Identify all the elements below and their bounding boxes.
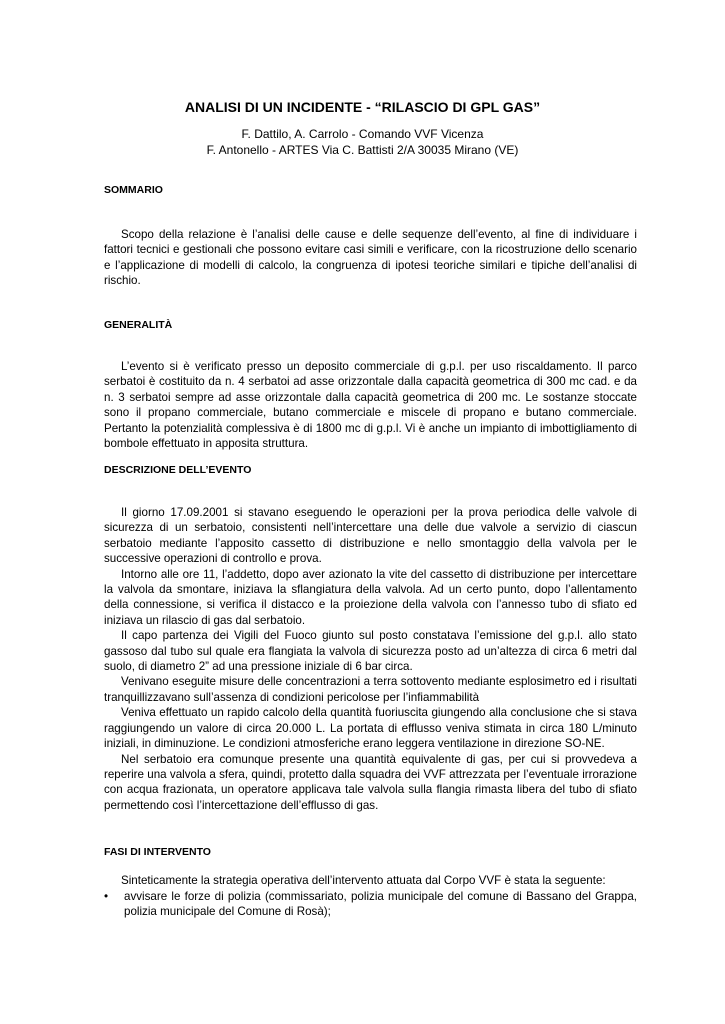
paragraph: Il capo partenza dei Vigili del Fuoco giunto sul posto constatava l’emissione del g.p.l. allo stato gassoso dal tubo sul quale era flangiata la valvola di sicurezza posto ad un’altezza di circa 6 metri dal suolo, di diametro 2” ad una pressione iniziale di 6 bar circa.: [104, 629, 637, 674]
bullet-list-item: [104, 889, 637, 920]
section-body-descrizione: [104, 505, 637, 813]
paragraph: Veniva effettuato un rapido calcolo della quantità fuoriuscita giungendo alla conclusione che si stava raggiungendo un valore di circa 20.000 L. La portata di efflusso veniva stimata in circa 180 L/minuto iniziali, in diminuzione. Le condizioni atmosferiche erano leggera ventilazione in direzione SO-NE.: [104, 706, 637, 751]
paragraph: Nel serbatoio era comunque presente una quantità equivalente di gas, per cui si provvedeva a reperire una valvola a sfera, quindi, protetto dalla squadra dei VVF attrezzata per l’eventuale irrorazione con acqua frazionata, un operatore applicava tale valvola sulla flangia rimasta libera del tubo di sfiato permettendo così l’intercettazione dell’efflusso di gas.: [104, 752, 637, 812]
paragraph: Venivano eseguite misure delle concentrazioni a terra sottovento mediante esplosimetro ed i risultati tranquillizzavano sull’assenza di condizioni pericolose per l’infiammabilità: [104, 675, 637, 704]
paragraph: L’evento si è verificato presso un deposito commerciale di g.p.l. per uso riscaldamento. Il parco serbatoi è costituito da n. 4 serbatoi ad asse orizzontale dalla capacità geometrica di 300 mc cad. e da n. 3 serbatoi sempre ad asse orizzontale dalla capacità geometrica di 200 mc. Le sostanze stoccate sono il propano commerciale, butano commerciale e miscele di propano e butano commerciale. Pertanto la potenzialità complessiva è di 1800 mc di g.p.l. Vi è anche un impianto di imbottigliamento di bombole effettuato in apposita struttura.: [104, 360, 637, 451]
section-heading-generalita: GENERALITÀ: [104, 319, 173, 331]
section-body-fasi: [104, 873, 637, 888]
paragraph: Scopo della relazione è l’analisi delle cause e delle sequenze dell’evento, al fine di individuare i fattori tecnici e gestionali che possono evitare casi simili e verificare, con la ricostruzione dello scenario e l’applicazione di modelli di calcolo, la congruenza di ipotesi teoriche similari e tipiche dell’analisi di rischio.: [104, 228, 637, 288]
section-heading-descrizione: DESCRIZIONE DELL’EVENTO: [104, 464, 252, 476]
section-body-sommario: [104, 227, 637, 289]
paragraph: Il giorno 17.09.2001 si stavano eseguendo le operazioni per la prova periodica delle valvole di sicurezza di un serbatoio, consistenti nell’intercettare una delle due valvole a servizio di ciascun serbatoio mediante l’apposito cassetto di distribuzione e nello smontaggio della valvola per le successive operazioni di controllo e prova.: [104, 506, 637, 566]
document-title: ANALISI DI UN INCIDENTE - “RILASCIO DI GPL GAS”: [184, 99, 541, 115]
paragraph: Intorno alle ore 11, l’addetto, dopo aver azionato la vite del cassetto di distribuzione per intercettare la valvola da smontare, iniziava la sflangiatura della valvola. Ad un certo punto, dopo l’allentamento della connessione, si verifica il distacco e la proiezione della valvola con l’annesso tubo di sfiato ed iniziava un rilascio di gas dal serbatoio.: [104, 567, 637, 627]
section-heading-fasi: FASI DI INTERVENTO: [104, 846, 211, 858]
section-heading-sommario: SOMMARIO: [104, 184, 163, 196]
bullet-text: avvisare le forze di polizia (commissariato, polizia municipale del comune di Bassano del Grappa, polizia municipale del Comune di Rosà);: [124, 890, 637, 919]
author-line-1: F. Dattilo, A. Carrolo - Comando VVF Vicenza: [241, 127, 484, 141]
author-line-2: F. Antonello - ARTES Via C. Battisti 2/A 30035 Mirano (VE): [206, 143, 519, 157]
paragraph: Sinteticamente la strategia operativa dell’intervento attuata dal Corpo VVF è stata la seguente:: [121, 874, 606, 887]
section-body-generalita: [104, 359, 637, 451]
bullet-icon: •: [104, 890, 109, 903]
